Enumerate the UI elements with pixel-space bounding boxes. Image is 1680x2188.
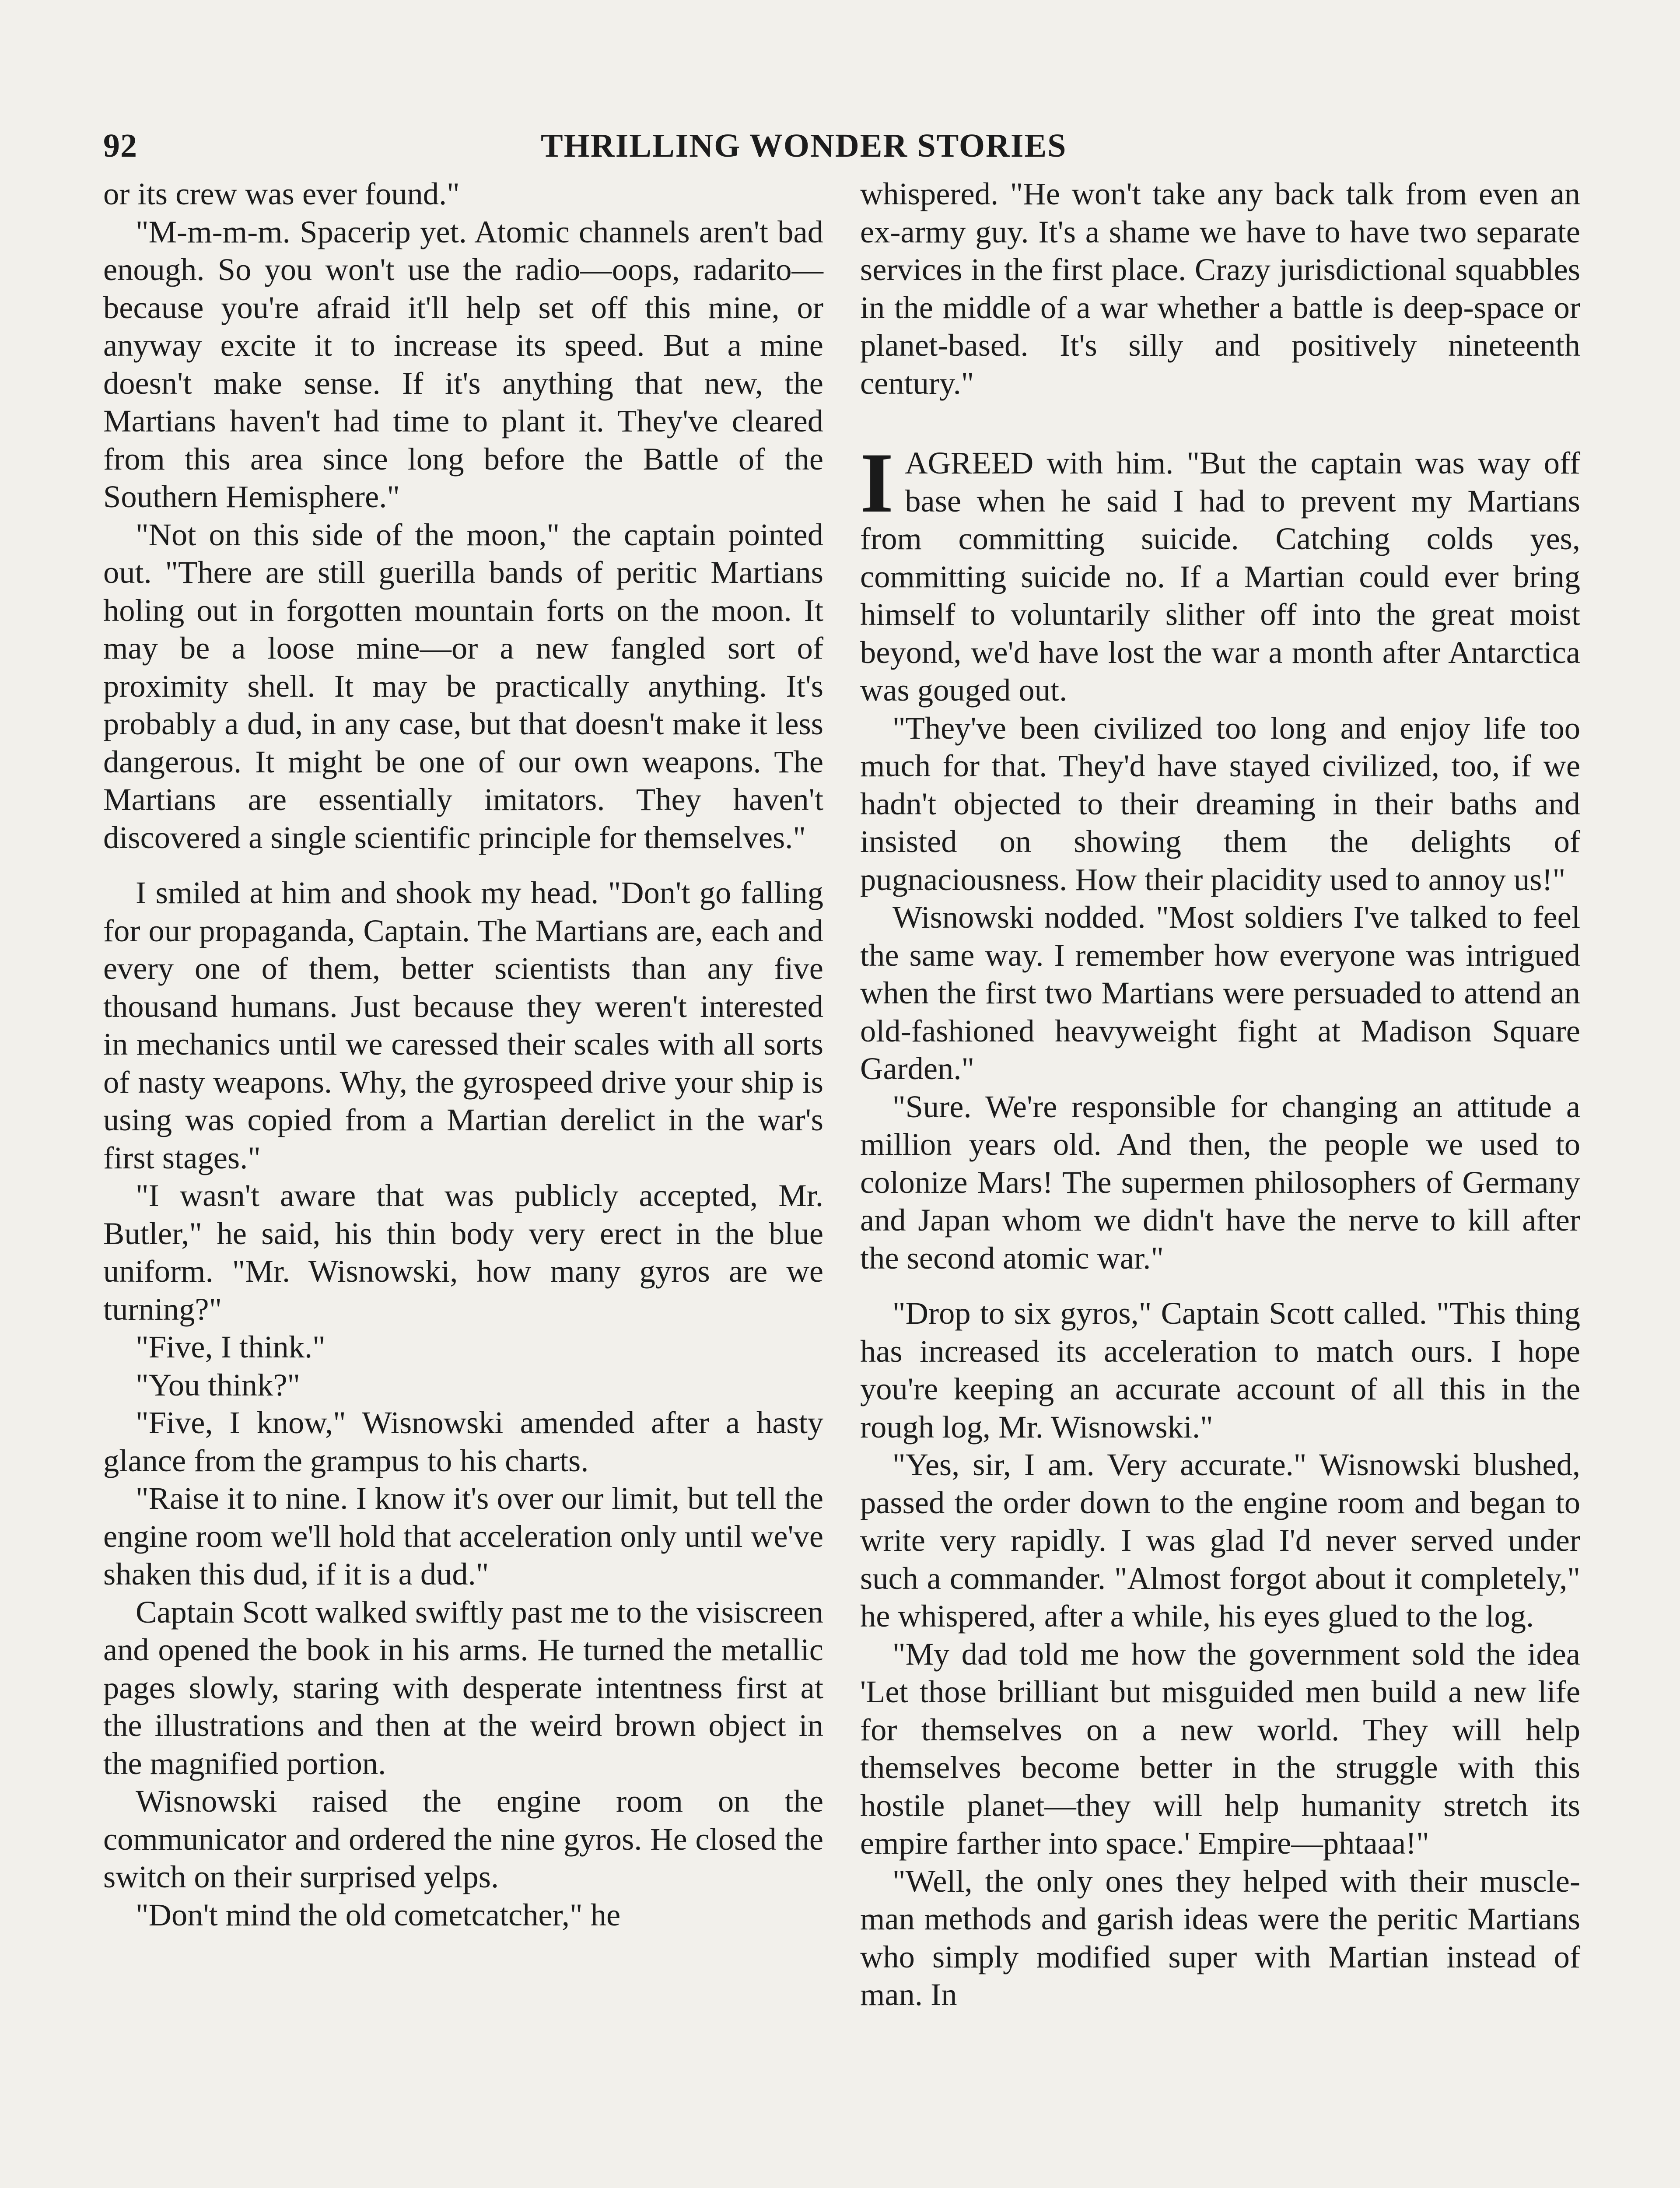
paragraph: "Don't mind the old cometcatcher," he [136, 1897, 621, 1932]
paragraph: I smiled at him and shook my head. "Don't go falling for our propaganda, Captain. The Martians are, each and every one of them, better scientists than any five thousand humans. Just because they weren't interested in mechanics until we caressed their scales with all sorts of nasty weapons. Why, the gyrospeed drive your ship is using was copied from a Martian derelict in the war's first stages." [103, 875, 823, 1175]
magazine-title: THRILLING WONDER STORIES [541, 127, 1067, 164]
paragraph-text: AGREED with him. "But the captain was way off base when he said I had to prevent my Martians from committing suicide. Catching colds yes, committing suicide no. If a Martian could ever bring himself to voluntarily slither off into the great moist beyond, we'd have lost the war a month after Antarctica was gouged out. [860, 445, 1580, 708]
section-opening-paragraph [860, 435, 1580, 709]
paragraph: "They've been civilized too long and enjoy life too much for that. They'd have stayed civilized, too, if we hadn't objected to their dreaming in their baths and insisted on showing them the delights of pugnaciousness. How their placidity used to annoy us!" [860, 710, 1580, 897]
paragraph: "Sure. We're responsible for changing an attitude a million years old. And then, the people we used to colonize Mars! The supermen philosophers of Germany and Japan whom we didn't have the nerve to kill after the second atomic war." [860, 1088, 1580, 1276]
paragraph: "Well, the only ones they helped with their muscle-man methods and garish ideas were the peritic Martians who simply modified super with Martian instead of man. In [860, 1863, 1580, 2012]
paragraph: "Yes, sir, I am. Very accurate." Wisnowski blushed, passed the order down to the engine room and began to write very rapidly. I was glad I'd never served under such a commander. "Almost forgot about it completely," he whispered, after a while, his eyes glued to the log. [860, 1447, 1580, 1634]
paragraph: "Five, I think." [136, 1329, 326, 1364]
paragraph: "Drop to six gyros," Captain Scott called. "This thing has increased its acceleration to match ours. I hope you're keeping an accurate account of all this in the rough log, Mr. Wisnowski." [860, 1295, 1580, 1445]
page-number: 92 [103, 127, 137, 164]
paragraph: "My dad told me how the government sold the idea 'Let those brilliant but misguided men build a new life for themselves on a new world. They will help themselves become better in the struggle with this hostile planet—they will help humanity stretch its empire farther into space.' Empire—phtaaa!" [860, 1636, 1580, 1861]
paragraph: "M-m-m-m. Spacerip yet. Atomic channels aren't bad enough. So you won't use the radio—oops, radarito—because you're afraid it'll help set off this mine, or anyway excite it to increase its speed. But a mine doesn't make sense. If it's anything that new, the Martians haven't had time to plant it. They've cleared from this area since long before the Battle of the Southern Hemisphere." [103, 214, 823, 514]
paragraph: whispered. "He won't take any back talk from even an ex-army guy. It's a shame we have to have two separate services in the first place. Crazy jurisdictional squabbles in the middle of a war whether a battle is deep-space or planet-based. It's silly and positively nineteenth century." [860, 176, 1580, 401]
paragraph: Wisnowski raised the engine room on the communicator and ordered the nine gyros. He closed the switch on their surprised yelps. [103, 1783, 823, 1894]
drop-cap: I [860, 435, 894, 530]
paragraph: "Not on this side of the moon," the captain pointed out. "There are still guerilla bands of peritic Martians holing out in forgotten mountain forts on the moon. It may be a loose mine—or a new fangled sort of proximity shell. It may be practically anything. It's probably a dud, in any case, but that doesn't make it less dangerous. It might be one of our own weapons. The Martians are essentially imitators. They haven't discovered a single scientific principle for themselves." [103, 516, 823, 855]
paragraph: "Five, I know," Wisnowski amended after a hasty glance from the grampus to his charts. [103, 1405, 823, 1478]
paragraph: "You think?" [136, 1367, 301, 1403]
paragraph: or its crew was ever found." [103, 176, 460, 211]
page-header [103, 127, 1584, 175]
left-column [103, 175, 823, 1934]
paragraph: "Raise it to nine. I know it's over our limit, but tell the engine room we'll hold that acceleration only until we've shaken this dud, if it is a dud." [103, 1480, 823, 1592]
paragraph: Captain Scott walked swiftly past me to the visiscreen and opened the book in his arms. He turned the metallic pages slowly, staring with desperate intentness first at the illustrations and then at the weird brown object in the magnified portion. [103, 1594, 823, 1781]
paragraph: Wisnowski nodded. "Most soldiers I've talked to feel the same way. I remember how everyone was intrigued when the first two Martians were persuaded to attend an old-fashioned heavyweight fight at Madison Square Garden." [860, 899, 1580, 1086]
right-column [860, 175, 1580, 2014]
paragraph: "I wasn't aware that was publicly accepted, Mr. Butler," he said, his thin body very erect in the blue uniform. "Mr. Wisnowski, how many gyros are we turning?" [103, 1178, 823, 1327]
